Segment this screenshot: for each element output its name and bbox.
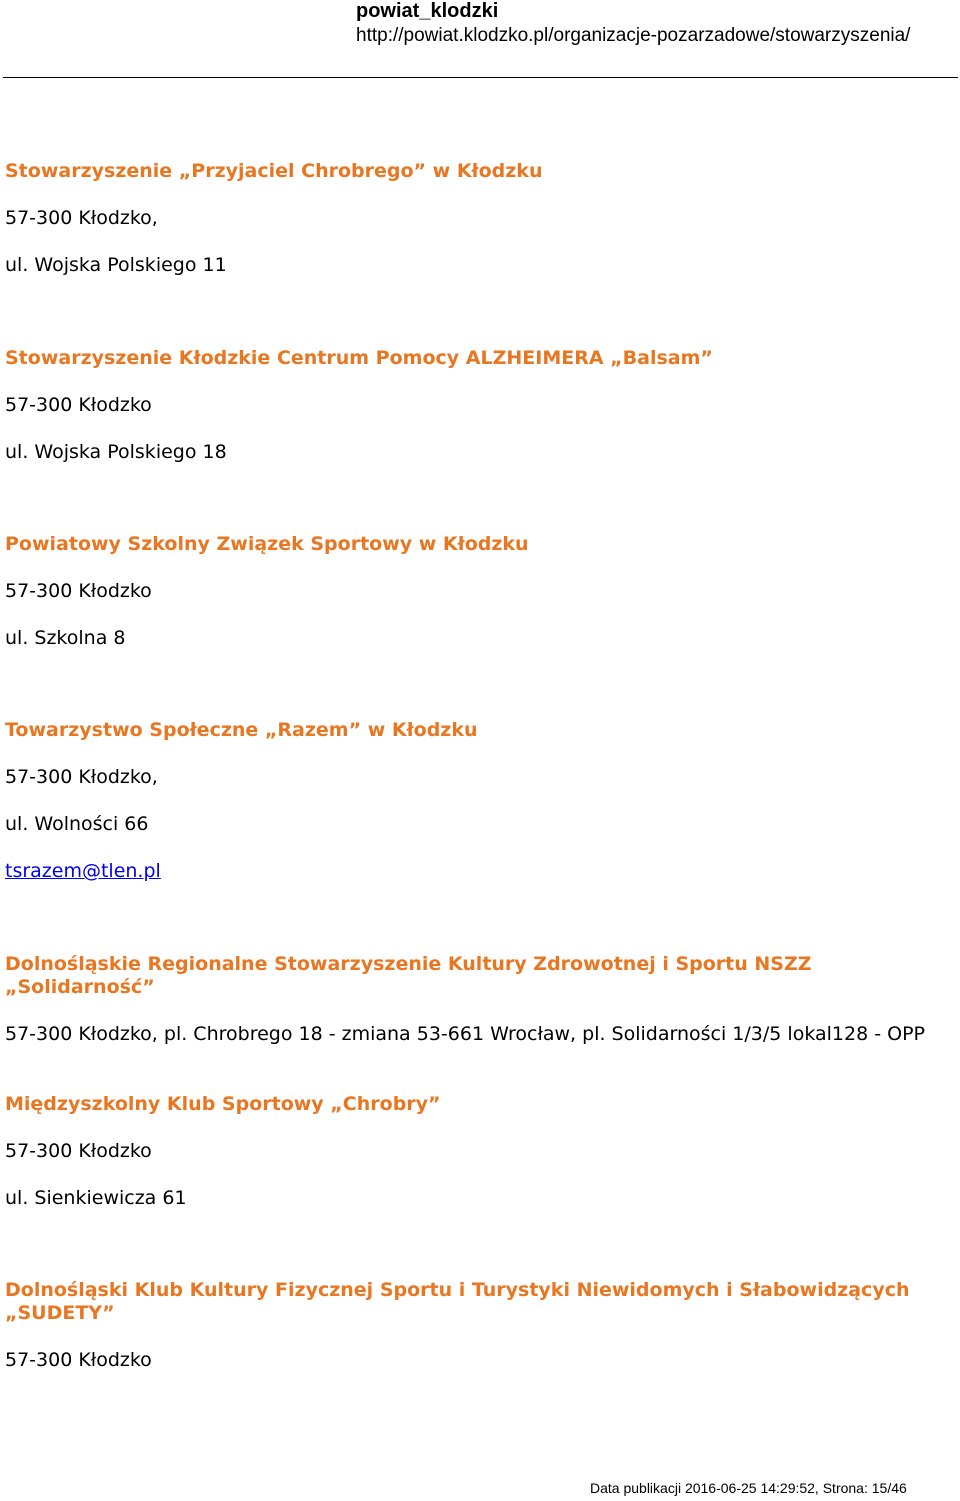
organization-entry bbox=[5, 1279, 950, 1372]
publication-footer: Data publikacji 2016-06-25 14:29:52, Strona: 15/46 bbox=[590, 1480, 907, 1496]
organization-name: Międzyszkolny Klub Sportowy „Chrobry” bbox=[5, 1093, 441, 1115]
street-address: ul. Wolności 66 bbox=[5, 813, 149, 835]
organization-entry bbox=[5, 953, 950, 1046]
organization-name: Powiatowy Szkolny Związek Sportowy w Kłodzku bbox=[5, 533, 529, 555]
postal-code-city: 57-300 Kłodzko bbox=[5, 580, 152, 602]
header-divider bbox=[3, 77, 958, 78]
organization-entry bbox=[5, 719, 950, 883]
street-address: ul. Wojska Polskiego 11 bbox=[5, 254, 227, 276]
organization-name: Dolnośląskie Regionalne Stowarzyszenie Kultury Zdrowotnej i Sportu NSZZ „Solidarność” bbox=[5, 953, 812, 998]
organization-name: Stowarzyszenie Kłodzkie Centrum Pomocy ALZHEIMERA „Balsam” bbox=[5, 347, 713, 369]
street-address: ul. Wojska Polskiego 18 bbox=[5, 441, 227, 463]
postal-code-city: 57-300 Kłodzko bbox=[5, 1349, 152, 1371]
email-link[interactable]: tsrazem@tlen.pl bbox=[5, 860, 161, 882]
postal-code-city: 57-300 Kłodzko, bbox=[5, 207, 158, 229]
postal-code-city: 57-300 Kłodzko bbox=[5, 394, 152, 416]
organization-entry bbox=[5, 160, 950, 277]
organization-name: Towarzystwo Społeczne „Razem” w Kłodzku bbox=[5, 719, 478, 741]
page-url: http://powiat.klodzko.pl/organizacje-pozarzadowe/stowarzyszenia/ bbox=[356, 25, 911, 46]
postal-code-city: 57-300 Kłodzko bbox=[5, 1140, 152, 1162]
organization-name: Dolnośląski Klub Kultury Fizycznej Sportu i Turystyki Niewidomych i Słabowidzących „SUDETY” bbox=[5, 1279, 910, 1324]
organization-entry bbox=[5, 347, 950, 464]
street-address: ul. Szkolna 8 bbox=[5, 627, 126, 649]
organization-entry bbox=[5, 533, 950, 650]
street-address: ul. Sienkiewicza 61 bbox=[5, 1187, 187, 1209]
site-title: powiat_klodzki bbox=[356, 0, 499, 22]
address-line: 57-300 Kłodzko, pl. Chrobrego 18 - zmiana 53-661 Wrocław, pl. Solidarności 1/3/5 lokal128 - OPP bbox=[5, 1023, 925, 1045]
organization-entry bbox=[5, 1093, 950, 1210]
postal-code-city: 57-300 Kłodzko, bbox=[5, 766, 158, 788]
page-header bbox=[356, 0, 956, 48]
organization-name: Stowarzyszenie „Przyjaciel Chrobrego” w Kłodzku bbox=[5, 160, 543, 182]
